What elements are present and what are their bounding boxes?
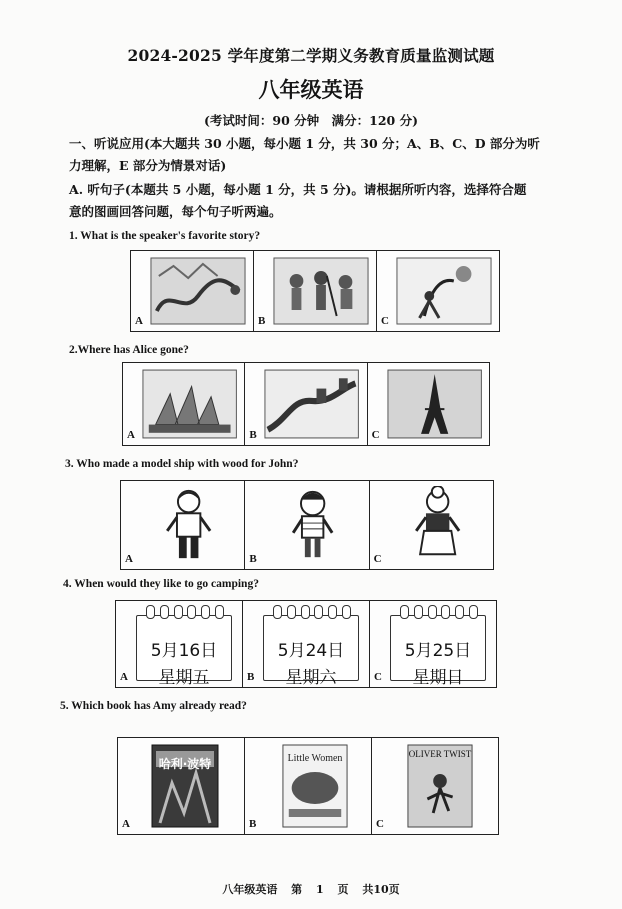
footer-subject: 八年级英语	[222, 883, 278, 896]
q2-option-b[interactable]	[244, 363, 366, 445]
part-a-line: 意的图画回答问题，每个句子听两遍。	[69, 204, 282, 219]
book-cover-title: OLIVER TWIST	[408, 749, 472, 759]
option-label: B	[249, 553, 257, 565]
footer-total: 共10页	[362, 883, 400, 896]
sydney-opera-house-icon	[141, 368, 238, 440]
dragon-story-icon	[149, 256, 247, 326]
question-2-options	[122, 362, 490, 446]
harry-potter-book-icon	[150, 743, 220, 829]
q3-option-c[interactable]	[369, 481, 493, 569]
great-wall-icon	[263, 368, 360, 440]
q4-option-a[interactable]	[116, 601, 242, 687]
option-label: B	[249, 429, 257, 441]
q5-option-c[interactable]	[371, 738, 498, 834]
option-label: B	[247, 671, 255, 683]
grandma-icon	[388, 486, 487, 564]
q1-option-c[interactable]	[376, 251, 499, 331]
eiffel-tower-icon	[386, 368, 483, 440]
section-heading-line: 力理解，E 部分为情景对话)	[69, 158, 227, 173]
question-2-text: 2.Where has Alice gone?	[69, 344, 189, 356]
q4-option-b[interactable]	[242, 601, 369, 687]
question-5-text: 5. Which book has Amy already read?	[60, 700, 247, 712]
option-label: A	[125, 553, 133, 565]
boy-icon	[263, 486, 362, 564]
calendar-icon	[136, 615, 232, 687]
calendar-weekday: 星期五	[158, 668, 210, 687]
option-label: A	[127, 429, 135, 441]
q5-option-a[interactable]	[118, 738, 244, 834]
option-label: C	[381, 315, 389, 327]
calendar-rings	[273, 605, 351, 619]
calendar-date: 5月24日	[277, 641, 345, 661]
question-3-text: 3. Who made a model ship with wood for John?	[65, 458, 299, 470]
q1-option-b[interactable]	[253, 251, 376, 331]
part-a-instructions	[69, 179, 589, 223]
section-heading	[69, 133, 589, 177]
q2-option-a[interactable]	[123, 363, 244, 445]
calendar-rings	[400, 605, 478, 619]
calendar-weekday: 星期日	[412, 668, 464, 687]
q4-option-c[interactable]	[369, 601, 496, 687]
section-heading-line: 一、听说应用(本大题共 30 小题，每小题 1 分，共 30 分；A、B、C、D 部分为听	[69, 136, 540, 151]
question-3-options	[120, 480, 494, 570]
calendar-date: 5月16日	[150, 641, 218, 661]
page-footer	[0, 881, 622, 897]
question-4-text: 4. When would they like to go camping?	[63, 578, 259, 590]
subject-title: 八年级英语	[258, 77, 364, 102]
option-label: C	[376, 818, 384, 830]
oliver-twist-book-icon	[406, 743, 474, 829]
option-label: C	[371, 429, 380, 441]
option-label: C	[373, 553, 382, 565]
option-label: B	[249, 818, 257, 830]
calendar-icon	[390, 615, 486, 687]
calendar-icon	[263, 615, 359, 687]
option-label: A	[135, 315, 143, 327]
option-label: A	[122, 818, 130, 830]
q3-option-b[interactable]	[244, 481, 368, 569]
exam-info: (考试时间：90 分钟 满分：120 分)	[203, 113, 419, 128]
question-1-options	[130, 250, 500, 332]
exam-title: 2024-2025 学年度第二学期义务教育质量监测试题	[127, 46, 495, 65]
book-cover-title: Little Women	[287, 753, 343, 764]
calendar-date: 5月25日	[404, 641, 472, 661]
part-a-line: A. 听句子(本题共 5 小题，每小题 1 分，共 5 分)。请根据所听内容，选择符合题	[69, 182, 527, 197]
book-cover-title: 哈利·波特	[158, 757, 212, 771]
little-women-book-icon	[281, 743, 349, 829]
calendar-rings	[146, 605, 224, 619]
journey-to-west-icon	[272, 256, 370, 326]
q3-option-a[interactable]	[121, 481, 244, 569]
q5-option-b[interactable]	[244, 738, 371, 834]
option-label: A	[120, 671, 128, 683]
question-1-text: 1. What is the speaker's favorite story?	[69, 230, 261, 242]
option-label: B	[258, 315, 266, 327]
footer-page: 第 1 页	[291, 883, 349, 896]
q2-option-c[interactable]	[367, 363, 489, 445]
option-label: C	[374, 671, 382, 683]
archer-shooting-sun-icon	[395, 256, 493, 326]
question-4-options	[115, 600, 497, 688]
q1-option-a[interactable]	[131, 251, 253, 331]
calendar-weekday: 星期六	[285, 668, 337, 687]
grandpa-icon	[139, 486, 238, 564]
question-5-options	[117, 737, 499, 835]
